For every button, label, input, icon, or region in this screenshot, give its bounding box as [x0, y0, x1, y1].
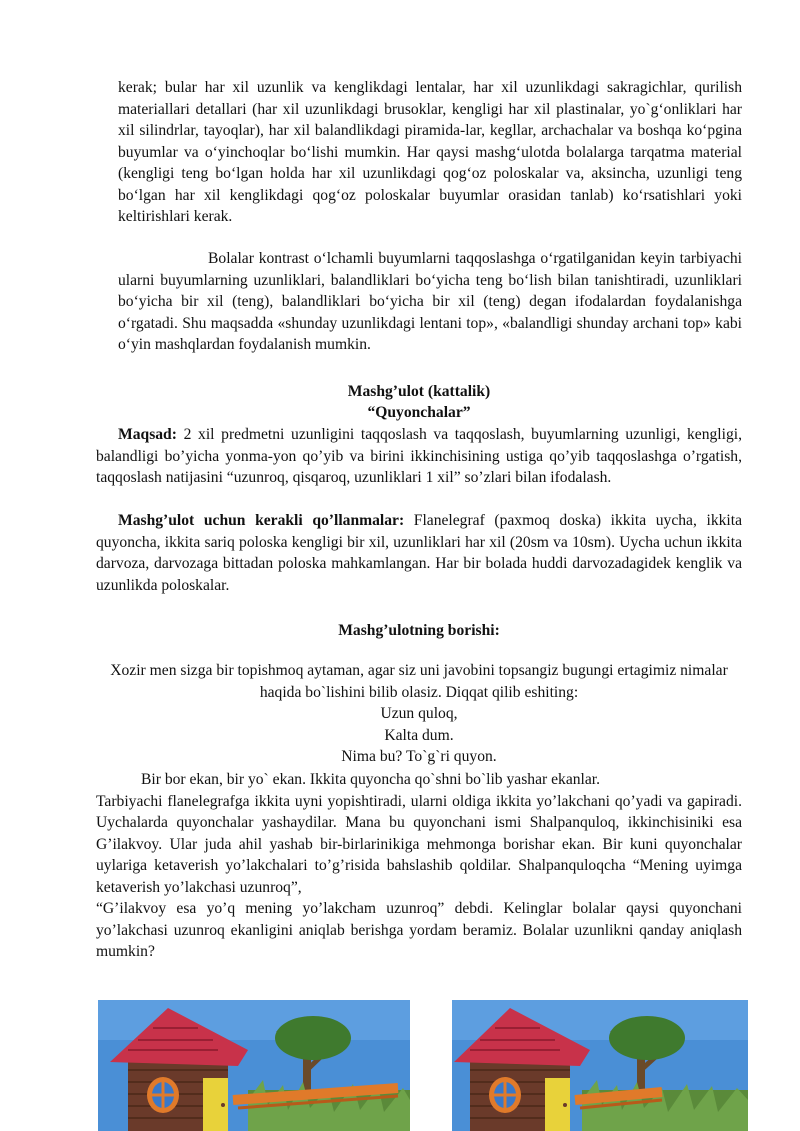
- heading-lesson-title: “Quyonchalar”: [367, 404, 471, 421]
- paragraph-materials: kerak; bular har xil uzunlik va kenglikdagi lentalar, har xil uzunlikdagi sakragichlar, qurilish materiallari detallari (har xil uzunlikdagi brusoklar, kengligi har xil plastinalar, yo`g‘onliklari har xil silindrlar, tayoqlar), har xil balandlikdagi piramida-lar, kegllar, archachalar va boshqa ko‘pgina buyumlar va o‘yinchoqlar bo‘lishi mumkin. Har qaysi mashg‘ulotda bolalarga tarqatma material (kengligi teng bo‘lgan holda har xil uzunlikdagi qog‘oz poloskalar va, aksincha, uzunligi teng bo‘lgan har xil kenglikdagi qog‘oz poloskalar buyumlar orasidan tanlab) ko‘rsatishlari yoki keltirishlari kerak.: [118, 79, 742, 225]
- materials-label: Mashg’ulot uchun kerakli qo’llanmalar:: [118, 512, 405, 529]
- riddle-line-2: Kalta dum.: [384, 726, 454, 744]
- story-body: Tarbiyachi flanelegrafga ikkita uyni yopishtiradi, ularni oldiga ikkita yo’lakchani qo’yadi va gapiradi. Uychalarda quyonchalar yashaydilar. Mana bu quyonchani ismi Shalpanquloq, ikkinchisiniki esa G’ilakvoy. Ular juda ahil yashab bir-birlarinikiga mehmonga borishar ekan. Bir kuni quyonchalar uylariga ketaverish yo’lakchalari to’g’risida bahslashib qoldilar. Shalpanquloqcha “Mening uyimga ketaverish yo’lakchasi uzunroq”,: [96, 792, 742, 896]
- paragraph-materials-needed: [96, 510, 742, 596]
- riddle-line-1: Uzun quloq,: [380, 705, 458, 722]
- goal-text: 2 xil predmetni uzunligini taqqoslash va taqqoslash, buyumlarning uzunligi, kengligi, balandligi bo’yicha yonma-yon qo’yib va birini ikkinchisining ustiga qo’yib taqqoslashga o’rgatish, taqqoslash natijasini “uzunroq, qisqaroq, uzunliklari 1 xil” so’zlari bilan ifodalash.: [96, 426, 742, 486]
- goal-label: Maqsad:: [118, 426, 177, 443]
- heading-lesson-course: Mashg’ulotning borishi:: [338, 622, 500, 639]
- paragraph-contrast-sizes: Bolalar kontrast o‘lchamli buyumlarni taqqoslashga o‘rgatilganidan keyin tarbiyachi ularni buyumlarning uzunliklari, balandliklari bo‘yicha teng bo‘lish bilan tanishtiradi, uzunliklari bo‘yicha bir xil (teng), balandliklari bo‘yicha bir xil (teng) degan ifodalardan foydalanishga o‘rgatadi. Shu maqsadda «shunday uzunlikdagi lentani top», «balandligi shunday archani top» kabi o‘yin mashqlardan foydalanish mumkin.: [118, 250, 742, 353]
- story-block: [96, 769, 742, 963]
- riddle-line-3: Nima bu? To`g`ri quyon.: [341, 748, 497, 765]
- riddle-block: [96, 660, 742, 768]
- illustration-house-right: [452, 1000, 748, 1131]
- heading-lesson: Mashg’ulot (kattalik): [347, 383, 491, 400]
- story-opening: Bir bor ekan, bir yo` ekan. Ikkita quyoncha qo`shni bo`lib yashar ekanlar.: [141, 771, 601, 788]
- illustration-house-left: [98, 1000, 410, 1131]
- paragraph-goal: [96, 424, 742, 489]
- riddle-intro: Xozir men sizga bir topishmoq aytaman, agar siz uni javobini topsangiz bugungi ertagimiz nimalar haqida bo`lishini bilib olasiz. Diqqat qilib eshiting:: [110, 662, 728, 701]
- materials-text: Flanelegraf (paxmoq doska) ikkita uycha, ikkita quyoncha, ikkita sariq poloska kengligi bir xil, uzunliklari har xil (20sm va 10sm). Uycha uchun ikkita darvoza, darvozaga bittadan poloska mahkamlangan. Har bir bolada huddi darvozadagidek kenglik va uzunlikda poloskalar.: [96, 512, 742, 594]
- story-body-2: “G’ilakvoy esa yo’q mening yo’lakcham uzunroq” debdi. Kelinglar bolalar qaysi quyonchani yo’lakchasi uzunroq ekanligini aniqlab berishga yordam beramiz. Bolalar uzunlikni qanday aniqlash mumkin?: [96, 900, 742, 960]
